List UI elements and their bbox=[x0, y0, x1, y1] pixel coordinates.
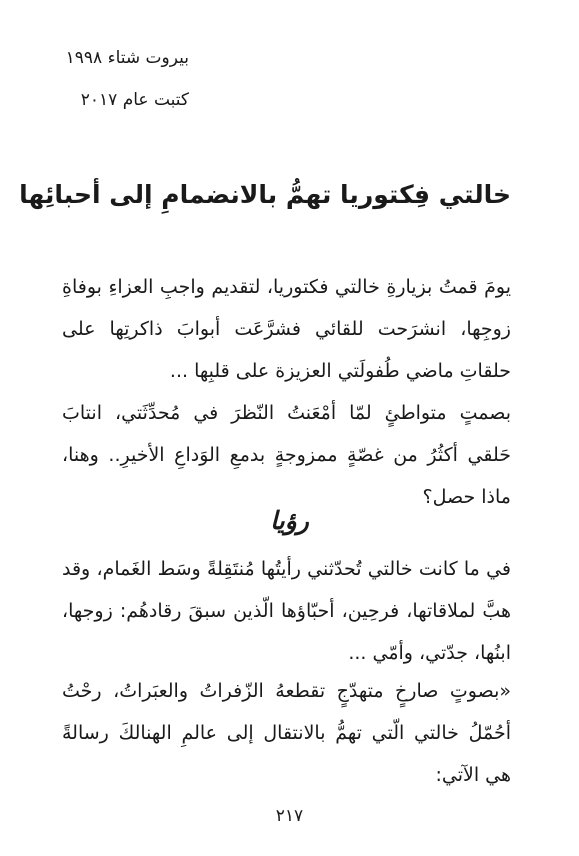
paragraph-2: بصمتٍ متواطئٍ لمّا أمْعَنتُ النّظرَ في مُحدِّثَتي، انتابَ حَلقي أكثُرُ من غصّةٍ ممزوجةٍ بدمعِ الوَداعِ الأخيرِ.. وهنا، ماذا حصل؟ bbox=[62, 402, 511, 508]
section-subheading: رؤيا bbox=[270, 506, 309, 535]
written-date-line: كتبت عام ٢٠١٧ bbox=[80, 90, 189, 110]
chapter-title: خالتي فِكتوريا تهمُّ بالانضمامِ إلى أحبائِها bbox=[19, 180, 511, 209]
place-date-line: بيروت شتاء ١٩٩٨ bbox=[65, 48, 189, 68]
paragraph-3: في ما كانت خالتي تُحدّثني رأيتُها مُنتَقِلةً وسَط الغَمام، وقد هبَّ لملاقاتها، فرحِين، أحبّاؤها الّذين سبقَ رقادهُم: زوجها، ابنُها، جدّتي، وأمّي ... bbox=[62, 558, 511, 664]
paragraph-1: يومَ قمتُ بزيارةِ خالتي فكتوريا، لتقديم واجبِ العزاءِ بوفاةِ زوجِها، انشرَحت للقائي فشرَّعَت أبوابَ ذاكرتِها على حلقاتِ ماضي طُفولَتي العزيزة على قلبِها ... bbox=[62, 276, 511, 382]
paragraph-4: «بصوتٍ صارخٍ متهدّجٍ تقطعهُ الزّفراتُ والعبَراتُ، رحْتُ أحُمّلُ خالتي الّتي تهمُّ بالانتقال إلى عالمِ الهنالكَ رسالةً هي الآتي: bbox=[62, 680, 511, 786]
page-number: ٢١٧ bbox=[275, 806, 304, 826]
